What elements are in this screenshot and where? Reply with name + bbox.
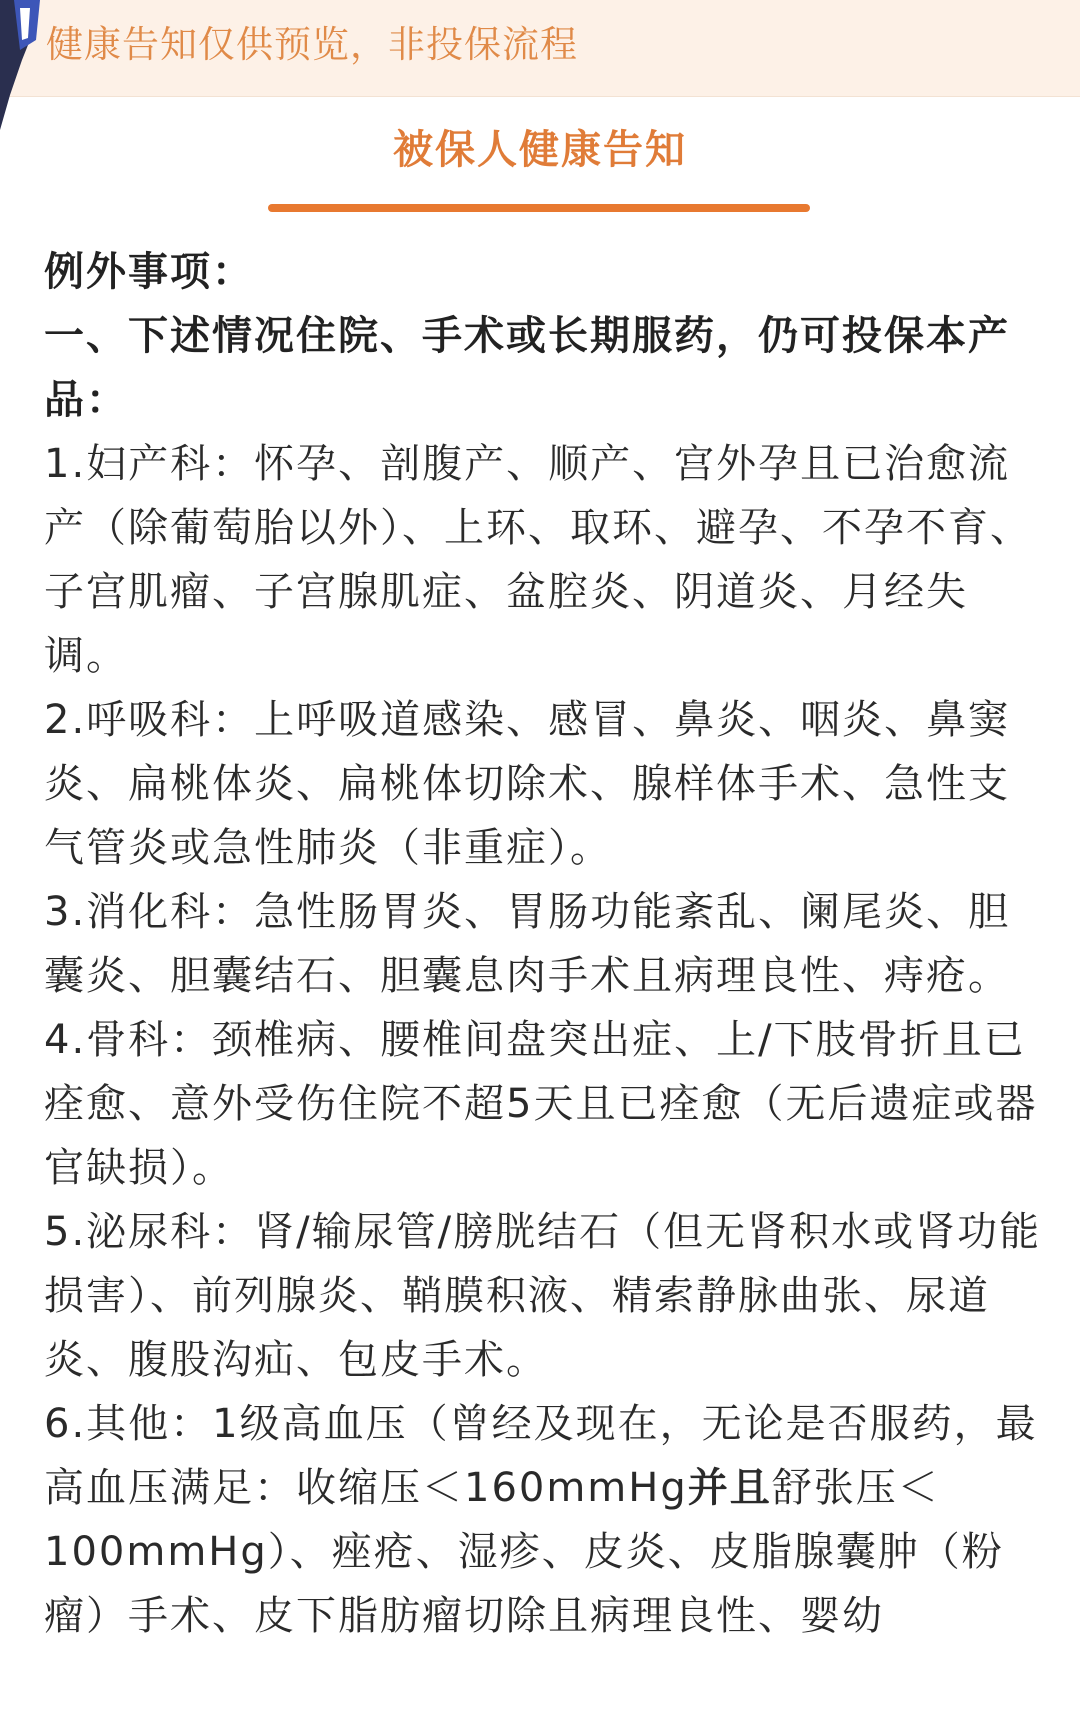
list-item-other-text-b: 舒张压＜100mmHg）、痤疮、湿疹、皮炎、皮脂腺囊肿（粉瘤）手术、皮下脂肪瘤切除且病理良性、婴幼 <box>44 1465 1004 1639</box>
notice-content <box>44 240 1044 1648</box>
list-item-other-bold: 并且 <box>687 1465 772 1511</box>
list-item-respiratory: 2.呼吸科：上呼吸道感染、感冒、鼻炎、咽炎、鼻窦炎、扁桃体炎、扁桃体切除术、腺样体手术、急性支气管炎或急性肺炎（非重症）。 <box>44 697 1011 871</box>
bottom-fade <box>0 1684 1080 1724</box>
banner-text: 健康告知仅供预览，非投保流程 <box>46 23 578 66</box>
cartoon-agent-icon <box>0 0 46 130</box>
list-item-urology: 5.泌尿科：肾/输尿管/膀胱结石（但无肾积水或肾功能损害）、前列腺炎、鞘膜积液、精索静脉曲张、尿道炎、腹股沟疝、包皮手术。 <box>44 1209 1042 1383</box>
list-item-obstetrics: 1.妇产科：怀孕、剖腹产、顺产、宫外孕且已治愈流产（除葡萄胎以外）、上环、取环、避孕、不孕不育、子宫肌瘤、子宫腺肌症、盆腔炎、阴道炎、月经失调。 <box>44 441 1032 679</box>
exceptions-heading: 例外事项： <box>44 249 254 295</box>
title-underline <box>268 204 810 212</box>
list-item-digestive: 3.消化科：急性肠胃炎、胃肠功能紊乱、阑尾炎、胆囊炎、胆囊结石、胆囊息肉手术且病理良性、痔疮。 <box>44 889 1011 999</box>
preview-banner <box>0 0 1080 97</box>
list-item-other-text-a: 6.其他：1级高血压（曾经及现在，无论是否服药，最高血压满足：收缩压＜160mmHg <box>44 1401 1038 1511</box>
list-item-orthopedics: 4.骨科：颈椎病、腰椎间盘突出症、上/下肢骨折且已痊愈、意外受伤住院不超5天且已痊愈（无后遗症或器官缺损）。 <box>44 1017 1038 1191</box>
list-item-other <box>44 1392 1044 1648</box>
exceptions-subheading: 一、下述情况住院、手术或长期服药，仍可投保本产品： <box>44 313 1010 423</box>
page-title: 被保人健康告知 <box>393 127 687 173</box>
